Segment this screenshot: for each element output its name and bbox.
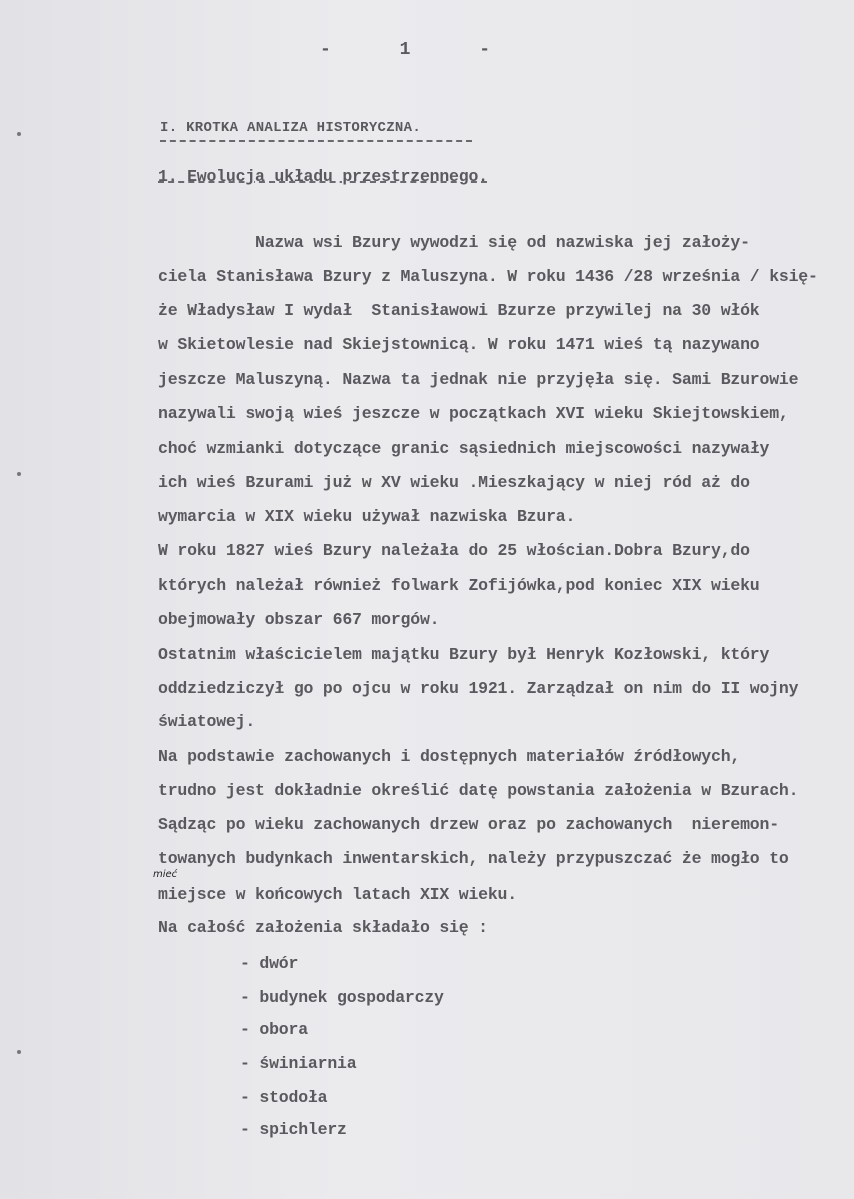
list-item: - świniarnia — [240, 1054, 357, 1073]
text-line: Sądząc po wieku zachowanych drzew oraz po zachowanych nieremon- — [158, 815, 779, 834]
text-line: Na całość założenia składało się : — [158, 918, 488, 937]
text-line: nazywali swoją wieś jeszcze w początkach XVI wieku Skiejtowskiem, — [158, 404, 789, 423]
list-item: - budynek gospodarczy — [240, 988, 444, 1007]
text-line: ich wieś Bzurami już w XV wieku .Mieszkający w niej ród aż do — [158, 473, 750, 492]
list-item: - dwór — [240, 954, 299, 973]
text-line: ciela Stanisława Bzury z Maluszyna. W roku 1436 /28 września / księ- — [158, 267, 818, 286]
text-line: że Władysław I wydał Stanisławowi Bzurze przywilej na 30 włók — [158, 301, 760, 320]
dash: - — [479, 40, 490, 60]
text-line: w Skietowlesie nad Skiejstownicą. W roku 1471 wieś tą nazywano — [158, 335, 760, 354]
text-line: towanych budynkach inwentarskich, należy przypuszczać że mogło to — [158, 849, 789, 868]
text-line: światowej. — [158, 712, 256, 731]
handwritten-note: mieć — [153, 869, 178, 880]
text-line: Ostatnim właścicielem majątku Bzury był Henryk Kozłowski, który — [158, 645, 770, 664]
text-line: trudno jest dokładnie określić datę powstania założenia w Bzurach. — [158, 781, 799, 800]
text-line: Nazwa wsi Bzury wywodzi się od nazwiska jej założy- — [158, 233, 750, 252]
heading-underline — [160, 140, 472, 142]
punch-mark — [17, 132, 21, 136]
text-line: choć wzmianki dotyczące granic sąsiednich miejscowości nazywały — [158, 439, 770, 458]
list-item: - spichlerz — [240, 1120, 347, 1139]
text-line: W roku 1827 wieś Bzury należała do 25 włościan.Dobra Bzury,do — [158, 541, 750, 560]
list-item: - obora — [240, 1020, 308, 1039]
section-heading: I. KROTKA ANALIZA HISTORYCZNA. — [160, 120, 422, 136]
dash: - — [320, 40, 331, 60]
text-line: których należał również folwark Zofijówka,pod koniec XIX wieku — [158, 576, 760, 595]
text-line: oddziedziczył go po ojcu w roku 1921. Zarządzał on nim do II wojny — [158, 679, 799, 698]
punch-mark — [17, 472, 21, 476]
text-line: miejsce w końcowych latach XIX wieku. — [158, 885, 517, 904]
text-line: obejmowały obszar 667 morgów. — [158, 610, 440, 629]
text-line: wymarcia w XIX wieku używał nazwiska Bzura. — [158, 507, 576, 526]
list-item: - stodoła — [240, 1088, 328, 1107]
subsection-heading: 1. Ewolucja układu przestrzennego. — [158, 167, 488, 186]
page-number — [320, 40, 490, 60]
punch-mark — [17, 1050, 21, 1054]
page-number-text: 1 — [399, 40, 411, 60]
text-line: jeszcze Maluszyną. Nazwa ta jednak nie przyjęła się. Sami Bzurowie — [158, 370, 799, 389]
text-line: Na podstawie zachowanych i dostępnych materiałów źródłowych, — [158, 747, 741, 766]
